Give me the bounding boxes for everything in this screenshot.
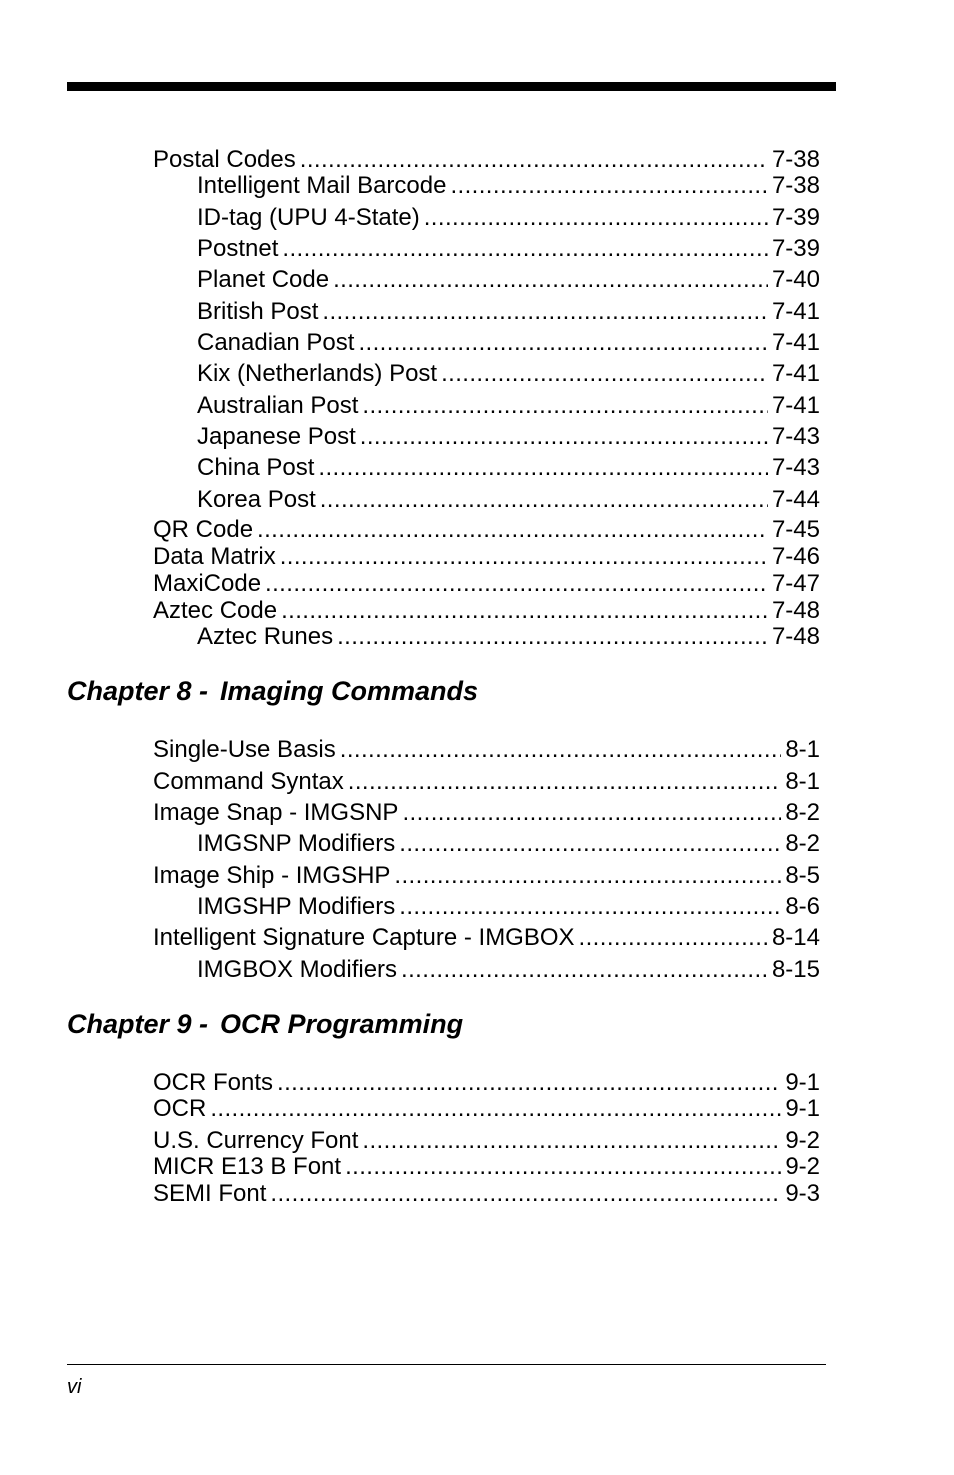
- toc-entry-page: 7-41: [771, 392, 820, 419]
- dot-leader: [210, 1095, 781, 1123]
- toc-entry-page: 7-43: [771, 454, 820, 481]
- toc-entry: [153, 1127, 820, 1155]
- dot-leader: [399, 893, 781, 921]
- toc-entry: [153, 1095, 820, 1123]
- toc-entry-page: 7-44: [771, 486, 820, 513]
- dot-leader: [424, 204, 768, 232]
- toc-entry-title: Intelligent Signature Capture - IMGBOX: [153, 924, 575, 951]
- toc-entry-title: Data Matrix: [153, 543, 276, 570]
- toc-entry-title: Image Snap - IMGSNP: [153, 799, 399, 826]
- toc-entry-title: IMGSNP Modifiers: [197, 830, 396, 857]
- toc-entry-title: Image Ship - IMGSHP: [153, 862, 391, 889]
- toc-entry-title: British Post: [197, 298, 319, 325]
- toc-entry: [197, 360, 820, 388]
- toc-entry-page: 9-2: [785, 1153, 820, 1180]
- dot-leader: [270, 1180, 781, 1208]
- toc-entry: [153, 799, 820, 827]
- dot-leader: [333, 266, 768, 294]
- toc-entry-title: Australian Post: [197, 392, 359, 419]
- toc-entry: [153, 1180, 820, 1208]
- toc-entry: [153, 597, 820, 625]
- toc-entry-title: IMGSHP Modifiers: [197, 893, 396, 920]
- toc-entry-page: 7-39: [771, 235, 820, 262]
- toc-entry-page: 8-6: [785, 893, 820, 920]
- toc-entry-page: 8-14: [771, 924, 820, 951]
- toc-entry-page: 9-3: [785, 1180, 820, 1207]
- dot-leader: [362, 392, 768, 420]
- toc-entry: [197, 298, 820, 326]
- toc-entry-title: IMGBOX Modifiers: [197, 956, 398, 983]
- dot-leader: [337, 623, 768, 651]
- toc-entry-title: Kix (Netherlands) Post: [197, 360, 438, 387]
- toc-entry: [197, 392, 820, 420]
- toc-entry-title: ID-tag (UPU 4-State): [197, 204, 420, 231]
- toc-entry-page: 7-41: [771, 360, 820, 387]
- toc-entry: [197, 172, 820, 200]
- toc-entry-page: 8-2: [785, 830, 820, 857]
- dot-leader: [345, 1153, 781, 1181]
- dot-leader: [441, 360, 768, 388]
- dot-leader: [358, 329, 768, 357]
- toc-entry-page: 7-47: [771, 570, 820, 597]
- dot-leader: [257, 516, 768, 544]
- footer-rule: [67, 1364, 826, 1365]
- toc-entry-page: 7-46: [771, 543, 820, 570]
- toc-entry: [197, 623, 820, 651]
- dot-leader: [348, 768, 782, 796]
- toc-entry-page: 7-40: [771, 266, 820, 293]
- chapter-number: Chapter 9 -: [67, 1009, 209, 1039]
- toc-entry-title: Canadian Post: [197, 329, 355, 356]
- toc-entry-title: Aztec Runes: [197, 623, 334, 650]
- toc-entry-title: U.S. Currency Font: [153, 1127, 359, 1154]
- toc-entry-title: MICR E13 B Font: [153, 1153, 342, 1180]
- dot-leader: [402, 799, 781, 827]
- dot-leader: [281, 597, 768, 625]
- toc-entry-title: Postnet: [197, 235, 279, 262]
- toc-entry-page: 7-41: [771, 298, 820, 325]
- dot-leader: [320, 486, 768, 514]
- toc-entry-page: 9-1: [785, 1069, 820, 1096]
- toc-entry-page: 8-15: [771, 956, 820, 983]
- toc-entry: [197, 830, 820, 858]
- chapter-title: Imaging Commands: [220, 676, 479, 706]
- toc-entry-page: 7-38: [771, 172, 820, 199]
- chapter-8-heading: [67, 675, 478, 707]
- toc-entry-page: 7-38: [771, 146, 820, 173]
- dot-leader: [450, 172, 767, 200]
- header-rule: [67, 82, 836, 91]
- toc-entry: [197, 423, 820, 451]
- toc-entry: [153, 862, 820, 890]
- toc-entry-page: 8-5: [785, 862, 820, 889]
- toc-entry-page: 9-2: [785, 1127, 820, 1154]
- toc-entry-title: China Post: [197, 454, 315, 481]
- toc-entry: [153, 1153, 820, 1181]
- toc-entry-page: 7-48: [771, 623, 820, 650]
- toc-entry-page: 8-1: [785, 768, 820, 795]
- toc-entry-page: 9-1: [785, 1095, 820, 1122]
- toc-entry: [153, 768, 820, 796]
- chapter-title: OCR Programming: [220, 1009, 464, 1039]
- toc-entry: [197, 454, 820, 482]
- toc-entry: [153, 570, 820, 598]
- toc-entry-page: 8-2: [785, 799, 820, 826]
- toc-entry-title: Postal Codes: [153, 146, 296, 173]
- toc-entry: [153, 736, 820, 764]
- toc-entry-page: 8-1: [785, 736, 820, 763]
- toc-entry-title: Planet Code: [197, 266, 330, 293]
- dot-leader: [277, 1069, 781, 1097]
- toc-entry-title: OCR Fonts: [153, 1069, 274, 1096]
- dot-leader: [340, 736, 782, 764]
- toc-entry-page: 7-43: [771, 423, 820, 450]
- toc-entry-title: QR Code: [153, 516, 254, 543]
- toc-entry: [197, 486, 820, 514]
- toc-entry: [197, 204, 820, 232]
- toc-entry-title: Single-Use Basis: [153, 736, 336, 763]
- toc-entry-title: SEMI Font: [153, 1180, 267, 1207]
- toc-entry: [153, 924, 820, 952]
- toc-entry: [153, 543, 820, 571]
- toc-entry-title: Command Syntax: [153, 768, 344, 795]
- dot-leader: [360, 423, 768, 451]
- toc-entry: [153, 516, 820, 544]
- toc-entry-title: Japanese Post: [197, 423, 356, 450]
- dot-leader: [399, 830, 781, 858]
- toc-entry-title: MaxiCode: [153, 570, 262, 597]
- toc-entry: [153, 146, 820, 174]
- toc-entry-title: Intelligent Mail Barcode: [197, 172, 447, 199]
- dot-leader: [401, 956, 768, 984]
- dot-leader: [280, 543, 768, 571]
- toc-entry-page: 7-39: [771, 204, 820, 231]
- dot-leader: [362, 1127, 781, 1155]
- toc-entry-page: 7-45: [771, 516, 820, 543]
- toc-entry-title: OCR: [153, 1095, 207, 1122]
- toc-entry: [197, 893, 820, 921]
- dot-leader: [265, 570, 768, 598]
- dot-leader: [318, 454, 768, 482]
- chapter-9-heading: [67, 1008, 463, 1040]
- page-folio: vi: [67, 1376, 82, 1398]
- toc-entry: [197, 235, 820, 263]
- toc-entry-title: Aztec Code: [153, 597, 278, 624]
- toc-entry: [153, 1069, 820, 1097]
- toc-entry: [197, 266, 820, 294]
- toc-entry-title: Korea Post: [197, 486, 316, 513]
- toc-entry: [197, 329, 820, 357]
- toc-entry-page: 7-48: [771, 597, 820, 624]
- dot-leader: [322, 298, 768, 326]
- dot-leader: [282, 235, 768, 263]
- chapter-number: Chapter 8 -: [67, 676, 209, 706]
- dot-leader: [579, 924, 768, 952]
- toc-entry-page: 7-41: [771, 329, 820, 356]
- toc-entry: [197, 956, 820, 984]
- dot-leader: [394, 862, 781, 890]
- dot-leader: [300, 146, 768, 174]
